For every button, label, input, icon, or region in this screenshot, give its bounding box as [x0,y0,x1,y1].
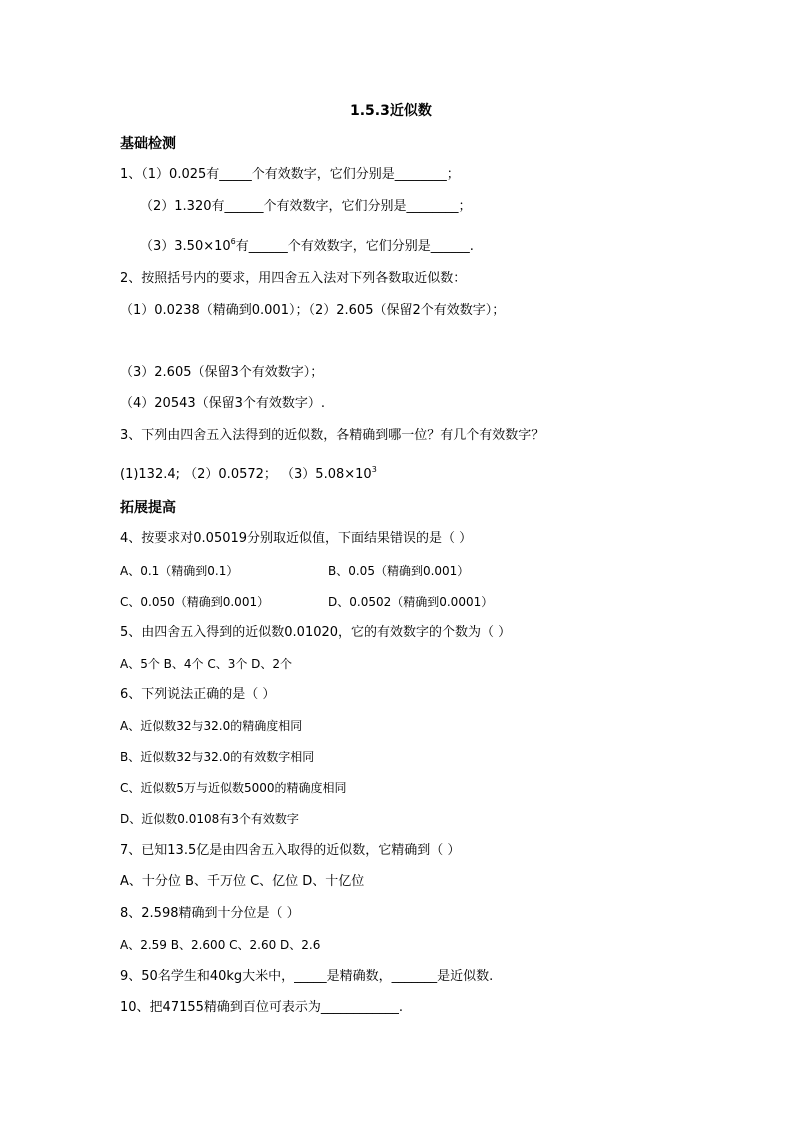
q9-stem: 9、50名学生和40kg大米中，_____是精确数，_______是近似数. [120,969,494,984]
q1-part3-exponent: 6 [230,237,236,246]
q8-options: A、2.59 B、2.600 C、2.60 D、2.6 [120,938,321,952]
q6-option-a: A、近似数32与32.0的精确度相同 [120,719,303,733]
q6-option-c: C、近似数5万与近似数5000的精确度相同 [120,781,347,795]
q2-parts-1-2: （1）0.0238（精确到0.001）；（2）2.605（保留2个有效数字）； [120,303,506,318]
q1-part2: （2）1.320有______个有效数字，它们分别是________； [140,199,472,214]
page-title: 1.5.3近似数 [350,103,432,119]
q10-stem: 10、把47155精确到百位可表示为____________. [120,1000,404,1015]
q3-parts [120,462,377,483]
q7-options: A、十分位 B、千万位 C、亿位 D、十亿位 [120,874,365,889]
q1-part1: 1、（1）0.025有_____个有效数字，它们分别是________； [120,167,460,182]
q4-stem: 4、按要求对0.05019分别取近似值，下面结果错误的是（ ） [120,531,473,546]
q1-part3-base: （3）3.50×10 [140,239,231,254]
q3-stem: 3、下列由四舍五入法得到的近似数，各精确到哪一位？有几个有效数字？ [120,428,545,443]
q4-option-c: C、0.050（精确到0.001） [120,595,270,609]
q8-stem: 8、2.598精确到十分位是（ ） [120,906,300,921]
q7-stem: 7、已知13.5亿是由四舍五入取得的近似数，它精确到（ ） [120,843,461,858]
q4-option-a: A、0.1（精确到0.1） [120,564,239,578]
q5-options: A、5个 B、4个 C、3个 D、2个 [120,657,293,671]
q6-option-b: B、近似数32与32.0的有效数字相同 [120,750,315,764]
q3-exponent: 3 [371,465,377,474]
q2-part4: （4）20543（保留3个有效数字）. [120,396,326,411]
q2-part3: （3）2.605（保留3个有效数字）； [120,365,324,380]
q6-stem: 6、下列说法正确的是（ ） [120,687,276,702]
q1-part3 [140,234,474,255]
q6-option-d: D、近似数0.0108有3个有效数字 [120,812,299,826]
q4-option-b: B、0.05（精确到0.001） [328,564,470,578]
section-extend-heading: 拓展提高 [120,500,176,516]
q3-parts-text: (1)132.4; （2）0.0572； （3）5.08×10 [120,467,372,482]
q1-part3-rest: 有______个有效数字，它们分别是______. [235,239,474,254]
q5-stem: 5、由四舍五入得到的近似数0.01020，它的有效数字的个数为（ ） [120,625,512,640]
q4-option-d: D、0.0502（精确到0.0001） [328,595,494,609]
section-basic-heading: 基础检测 [120,136,176,152]
q2-stem: 2、按照括号内的要求，用四舍五入法对下列各数取近似数： [120,271,467,286]
